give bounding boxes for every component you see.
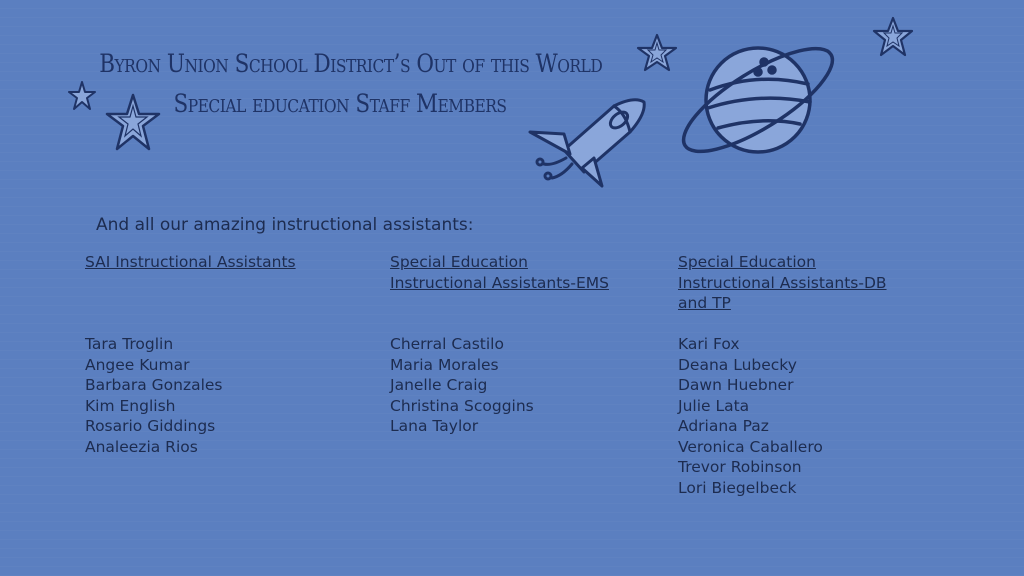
staff-name: Janelle Craig [390, 376, 488, 394]
staff-name: Analeezia Rios [85, 437, 198, 456]
title-line-1: Byron Union School District’s Out of this World [99, 49, 603, 78]
section-subtitle: And all our amazing instructional assistants: [96, 215, 474, 235]
staff-name: Christina Scoggins [390, 396, 534, 415]
staff-name: Deana Lubecky [678, 355, 797, 374]
staff-column-sai [85, 252, 325, 457]
staff-name: Trevor Robinson [678, 458, 802, 476]
staff-name: Kim English [85, 396, 176, 415]
rocket-icon [522, 94, 652, 188]
staff-list [390, 334, 620, 437]
staff-name: Kari Fox [678, 335, 740, 353]
staff-name: Rosario Giddings [85, 417, 216, 435]
staff-name: Veronica Caballero [678, 437, 823, 456]
column-heading: Special Education Instructional Assistants-EMS [390, 253, 609, 292]
staff-name: Barbara Gonzales [85, 376, 223, 394]
staff-list [678, 334, 908, 498]
star-icon [872, 16, 914, 58]
staff-name: Lori Biegelbeck [678, 478, 797, 497]
staff-column-db-tp [678, 252, 908, 498]
star-icon [104, 92, 162, 154]
staff-name: Julie Lata [678, 396, 750, 415]
staff-list [85, 334, 325, 457]
staff-column-ems [390, 252, 620, 437]
planet-icon [672, 32, 842, 162]
staff-name: Maria Morales [390, 355, 499, 374]
column-heading: Special Education Instructional Assistants-DB and TP [678, 253, 887, 312]
staff-name: Dawn Huebner [678, 376, 794, 394]
staff-name: Lana Taylor [390, 417, 479, 435]
title-line-2: Special education Staff Members [173, 89, 507, 118]
staff-name: Tara Troglin [85, 335, 174, 353]
staff-name: Angee Kumar [85, 355, 190, 374]
staff-name: Cherral Castilo [390, 335, 504, 353]
page-title [99, 44, 603, 124]
column-heading: SAI Instructional Assistants [85, 253, 296, 271]
staff-name: Adriana Paz [678, 417, 769, 435]
star-icon [68, 80, 96, 112]
